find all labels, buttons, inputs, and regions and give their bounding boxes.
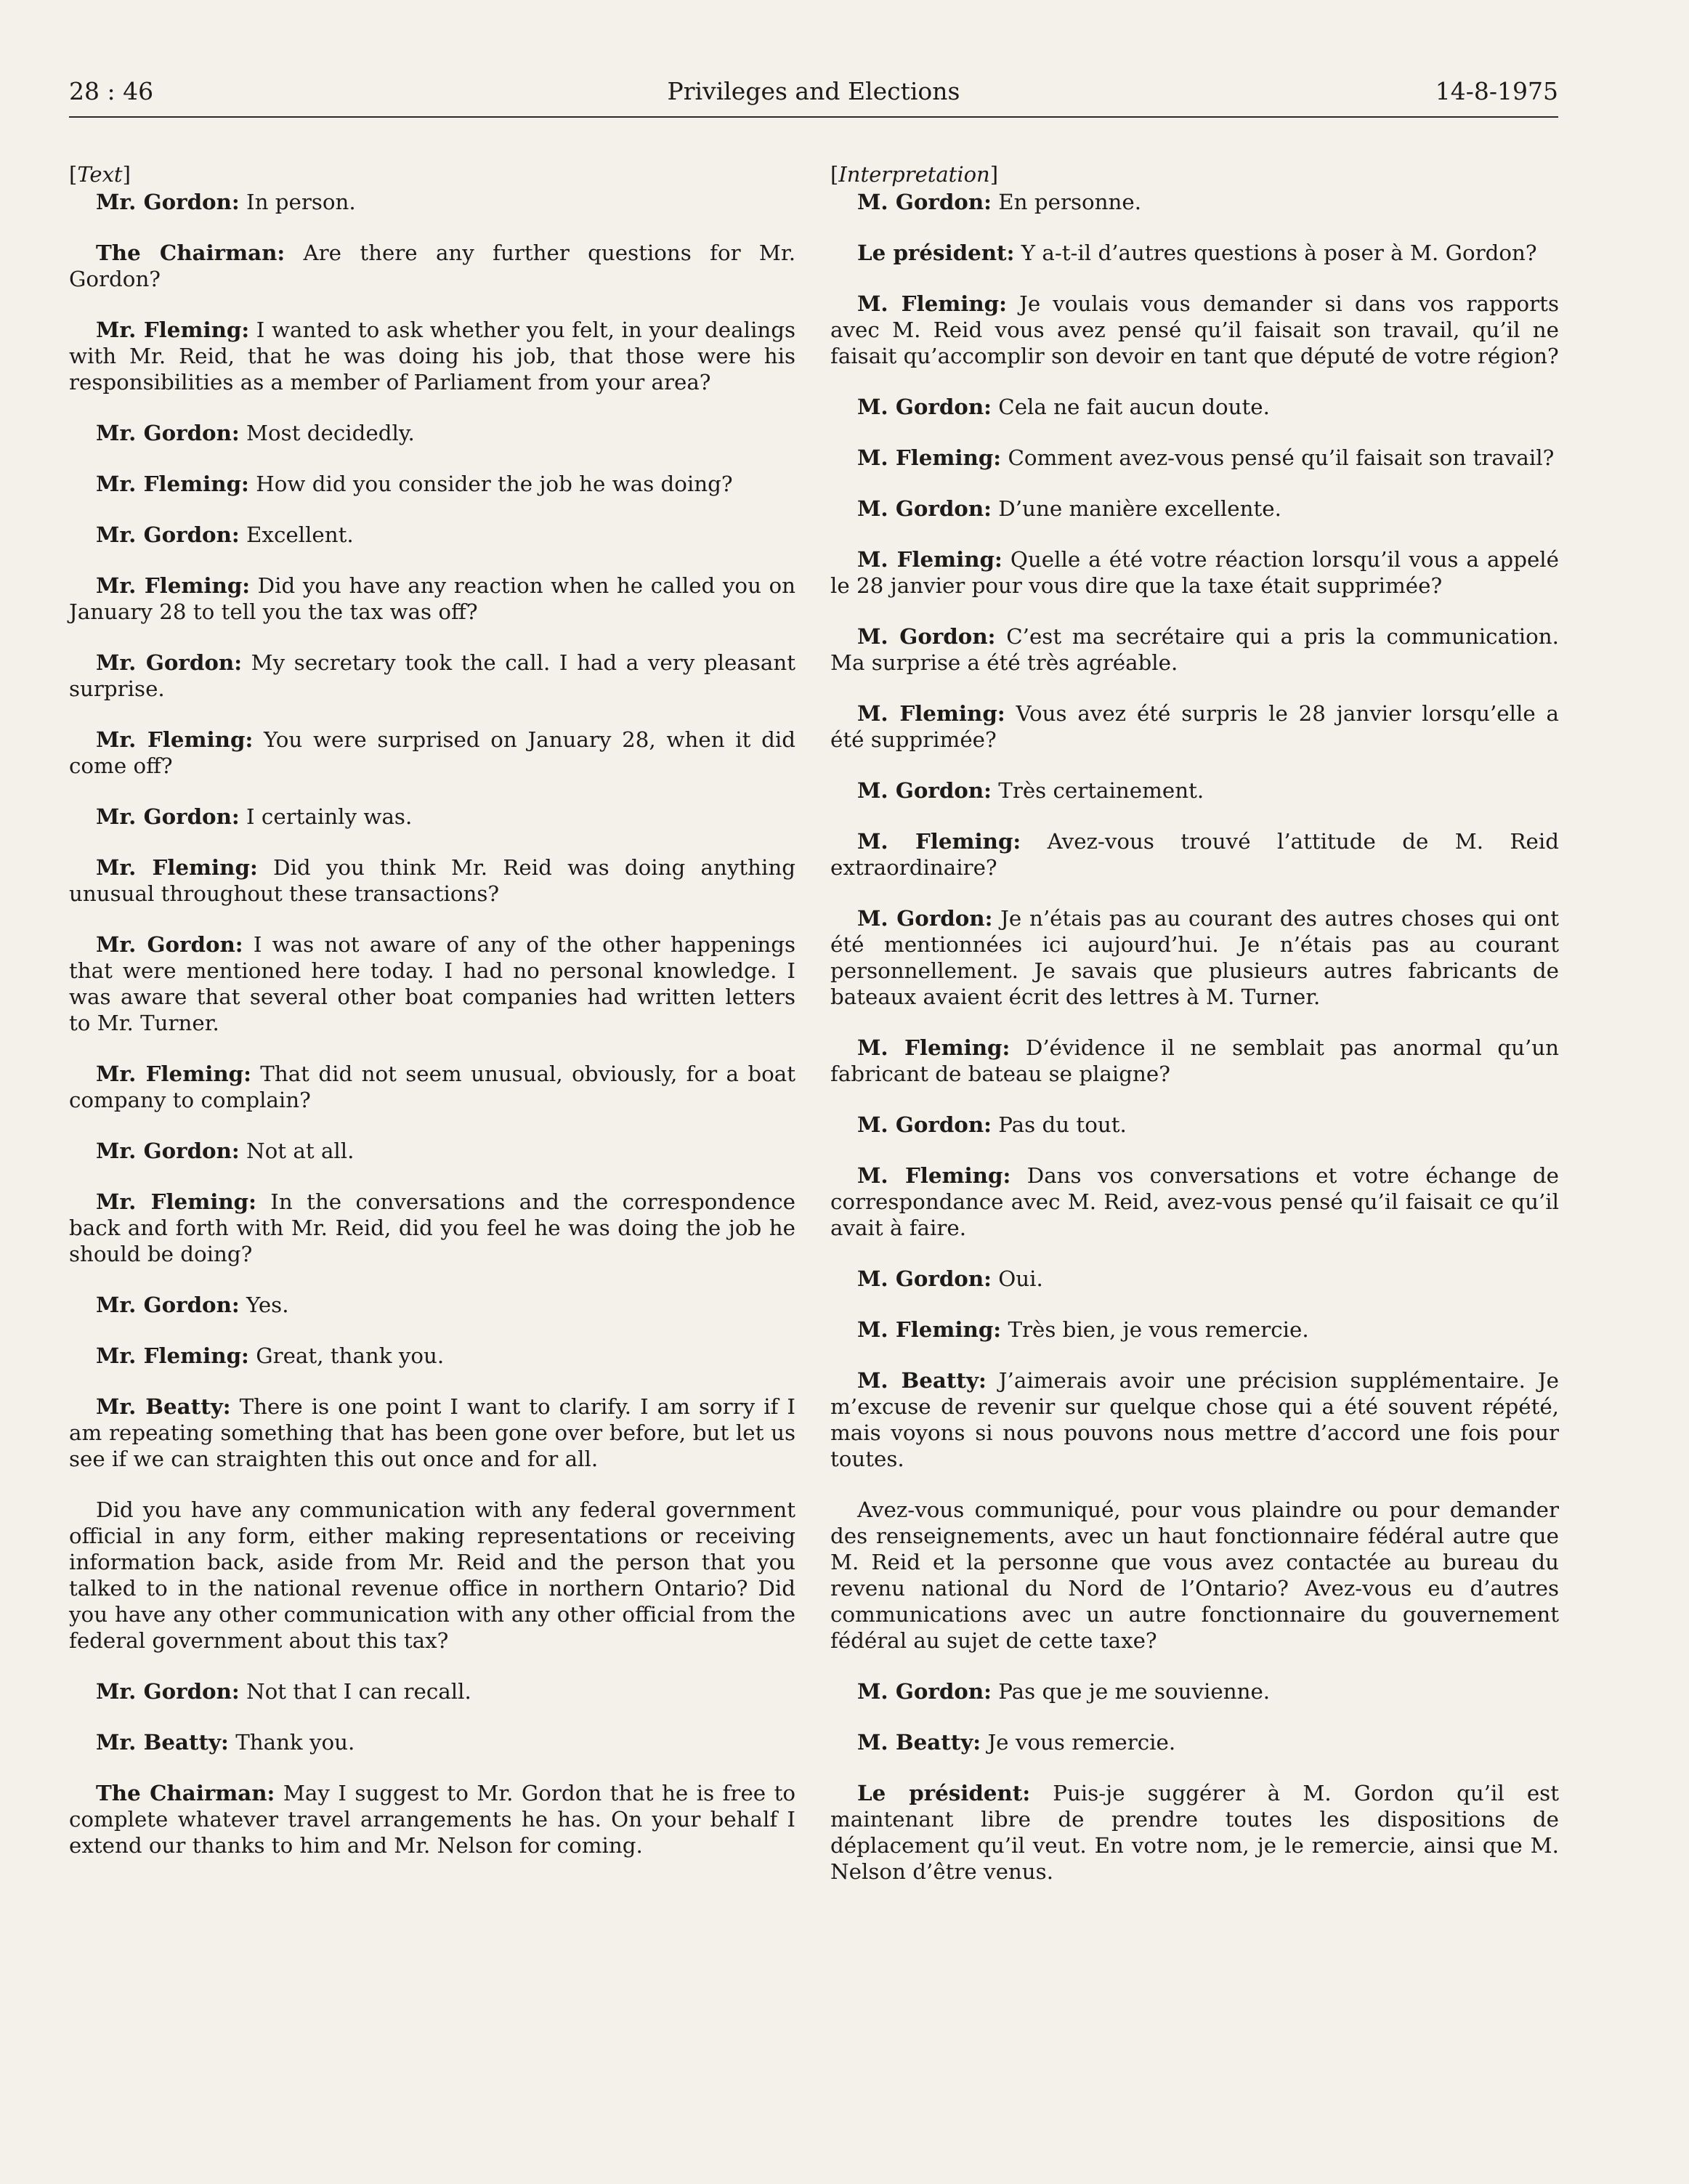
speaker-name: M. Gordon: (857, 905, 993, 931)
speech-text: Je vous remercie. (981, 1730, 1176, 1755)
speech-text: Did you think Mr. Reid was doing anything unusual throughout these transactions? (69, 855, 796, 906)
speech-text: How did you consider the job he was doing? (248, 472, 733, 496)
speaker-name: M. Beatty: (857, 1367, 987, 1393)
transcript-paragraph (830, 291, 1559, 369)
speaker-name: Mr. Fleming: (96, 727, 254, 752)
speaker-name: Le président: (857, 240, 1015, 265)
speaker-name: M. Gordon: (857, 1678, 992, 1704)
speech-text: You were surprised on January 28, when it did come off? (69, 727, 796, 778)
speaker-name: M. Fleming: (857, 828, 1021, 854)
speech-text: Vous avez été surpris le 28 janvier lorsqu’elle a été supprimée? (830, 701, 1559, 752)
speaker-name: Mr. Fleming: (96, 1061, 251, 1086)
speech-text: Avez-vous trouvé l’attitude de M. Reid extraordinaire? (830, 829, 1559, 880)
transcript-paragraph (830, 1112, 1559, 1138)
speaker-name: M. Beatty: (857, 1729, 981, 1755)
speech-text: I wanted to ask whether you felt, in your dealings with Mr. Reid, that he was doing his job, that those were his responsibilities as a member of Parliament from your area? (69, 318, 795, 395)
speech-text: Most decidedly. (239, 421, 415, 445)
speaker-name: M. Gordon: (857, 777, 992, 803)
transcript-paragraph (830, 1317, 1559, 1343)
transcript-paragraph (69, 931, 795, 1036)
speaker-name: The Chairman: (96, 1780, 275, 1805)
speech-text: D’une manière excellente. (991, 496, 1281, 521)
transcript-paragraph (830, 1729, 1559, 1755)
speech-text: Not that I can recall. (239, 1679, 471, 1704)
speaker-name: Mr. Gordon: (96, 650, 243, 675)
transcript-paragraph (69, 1138, 795, 1164)
transcript-paragraph (830, 777, 1559, 804)
speech-text: Yes. (239, 1293, 289, 1317)
transcript-paragraph (69, 420, 795, 446)
speaker-name: Mr. Fleming: (96, 317, 250, 342)
transcript-paragraph (830, 623, 1559, 676)
transcript-paragraph (830, 496, 1559, 522)
speaker-name: M. Fleming: (857, 445, 1002, 470)
transcript-paragraph (69, 1292, 795, 1318)
page-header (69, 73, 1558, 118)
english-transcript (69, 189, 795, 1859)
speaker-name: Mr. Fleming: (96, 1343, 249, 1368)
transcript-paragraph (830, 445, 1559, 471)
transcript-paragraph (69, 471, 795, 497)
transcript-paragraph (830, 1162, 1559, 1241)
speaker-name: M. Fleming: (857, 1162, 1011, 1188)
french-column (830, 161, 1559, 1909)
speech-text: Cela ne fait aucun doute. (991, 395, 1270, 419)
transcript-paragraph (69, 1678, 795, 1704)
speech-text: D’évidence il ne semblait pas anormal qu’un fabricant de bateau se plaigne? (830, 1035, 1559, 1086)
transcript-paragraph (69, 573, 795, 625)
transcript-paragraph (69, 854, 795, 907)
speech-text: In person. (239, 190, 356, 214)
speech-text: Not at all. (239, 1138, 355, 1163)
page-number: 28 : 46 (69, 77, 154, 105)
speech-text: My secretary took the call. I had a very pleasant surprise. (69, 650, 795, 701)
speaker-name: Mr. Gordon: (96, 420, 240, 445)
speech-text: Excellent. (239, 522, 354, 547)
speech-text: Très bien, je vous remercie. (1001, 1317, 1309, 1342)
transcript-paragraph (830, 1678, 1559, 1704)
speech-text: Great, thank you. (248, 1343, 445, 1368)
speaker-name: M. Gordon: (857, 394, 992, 419)
speaker-name: Mr. Gordon: (96, 189, 240, 214)
speaker-name: M. Fleming: (857, 1035, 1010, 1060)
speech-text: Are there any further questions for Mr. Gordon? (69, 240, 796, 291)
speech-text: Did you have any reaction when he called you on January 28 to tell you the tax was off? (69, 573, 795, 624)
speaker-name: The Chairman: (96, 240, 285, 265)
transcript-paragraph (830, 394, 1559, 420)
transcript-paragraph (830, 1497, 1559, 1654)
speech-text: Je voulais vous demander si dans vos rapports avec M. Reid vous avez pensé qu’il faisait son travail, qu’il ne faisait qu’accomplir son devoir en tant que député de votre région? (830, 291, 1559, 368)
speech-text: There is one point I want to clarify. I am sorry if I am repeating something that has been gone over before, but let us see if we can straighten this out once and for all. (69, 1394, 795, 1471)
speaker-name: Mr. Gordon: (96, 1678, 240, 1704)
column-tag-interpretation: [Interpretation] (830, 162, 999, 187)
speech-text: En personne. (991, 190, 1142, 214)
transcript-paragraph (69, 727, 795, 779)
speech-text: J’aimerais avoir une précision supplémentaire. Je m’excuse de revenir sur quelque chose qui a été souvent répété, mais voyons si nous pouvons nous mettre d’accord une fois pour toutes. (830, 1368, 1560, 1471)
transcript-paragraph (69, 1394, 795, 1472)
transcript-paragraph (830, 828, 1559, 881)
speech-text: Pas du tout. (991, 1112, 1127, 1137)
english-column (69, 161, 795, 1883)
speech-text: Très certainement. (991, 778, 1204, 803)
speaker-name: Mr. Fleming: (96, 573, 251, 598)
speech-text: Pas que je me souvienne. (991, 1679, 1271, 1704)
speaker-name: Mr. Fleming: (96, 1189, 256, 1214)
transcript-paragraph (830, 546, 1559, 599)
speech-text: Quelle a été votre réaction lorsqu’il vous a appelé le 28 janvier pour vous dire que la taxe était supprimée? (830, 547, 1559, 598)
speech-text: Comment avez-vous pensé qu’il faisait son travail? (1001, 445, 1555, 470)
speech-text: Avez-vous communiqué, pour vous plaindre ou pour demander des renseignements, avec un haut fonctionnaire fédéral autre que M. Reid et la personne que vous avez contactée au bureau du revenu national du Nord de l’Ontario? Avez-vous eu d’autres communications avec un autre fonctionnaire du gouvernement fédéral au sujet de cette taxe? (830, 1497, 1559, 1653)
transcript-paragraph (830, 1266, 1559, 1292)
speech-text: Thank you. (228, 1730, 355, 1755)
transcript-paragraph (69, 1189, 795, 1267)
transcript-paragraph (69, 1729, 795, 1755)
speech-text: C’est ma secrétaire qui a pris la communication. Ma surprise a été très agréable. (830, 624, 1559, 675)
speaker-name: M. Gordon: (857, 189, 992, 214)
speech-text: I certainly was. (239, 804, 413, 829)
transcript-paragraph (69, 1497, 795, 1654)
transcript-paragraph (830, 1367, 1559, 1472)
speaker-name: M. Fleming: (857, 700, 1005, 726)
transcript-paragraph (69, 650, 795, 702)
speech-text: Puis-je suggérer à M. Gordon qu’il est maintenant libre de prendre toutes les dispositions de déplacement qu’il veut. En votre nom, je le remercie, ainsi que M. Nelson d’être venus. (830, 1781, 1559, 1884)
transcript-paragraph (69, 1061, 795, 1113)
session-date: 14-8-1975 (1435, 77, 1558, 105)
speaker-name: M. Fleming: (857, 291, 1007, 316)
speaker-name: Mr. Beatty: (96, 1394, 231, 1419)
speech-text: Y a-t-il d’autres questions à poser à M. Gordon? (1014, 240, 1537, 265)
speaker-name: Mr. Gordon: (96, 522, 240, 547)
transcript-paragraph (830, 905, 1559, 1010)
speech-text: In the conversations and the correspondence back and forth with Mr. Reid, did you feel he was doing the job he should be doing? (69, 1189, 795, 1266)
speaker-name: M. Gordon: (857, 496, 992, 521)
speaker-name: Mr. Gordon: (96, 1292, 240, 1317)
speech-text: May I suggest to Mr. Gordon that he is free to complete whatever travel arrangements he has. On your behalf I extend our thanks to him and Mr. Nelson for coming. (69, 1781, 796, 1858)
transcript-paragraph (830, 240, 1559, 266)
speaker-name: Mr. Fleming: (96, 854, 258, 880)
speaker-name: Mr. Gordon: (96, 1138, 240, 1163)
transcript-paragraph (830, 1780, 1559, 1885)
speech-text: Je n’étais pas au courant des autres choses qui ont été mentionnées ici aujourd’hui. Je n’étais pas au courant personnellement. Je savais que plusieurs autres fabricants de bateaux avaient écrit des lettres à M. Turner. (830, 906, 1559, 1009)
transcript-paragraph (830, 189, 1559, 215)
speaker-name: Mr. Gordon: (96, 931, 243, 957)
speaker-name: M. Fleming: (857, 546, 1003, 572)
speaker-name: M. Gordon: (857, 1266, 992, 1291)
speaker-name: M. Fleming: (857, 1317, 1002, 1342)
speech-text: Dans vos conversations et votre échange de correspondance avec M. Reid, avez-vous pensé qu’il faisait ce qu’il avait à faire. (830, 1163, 1559, 1240)
transcript-paragraph (69, 1780, 795, 1859)
speaker-name: M. Gordon: (857, 1112, 992, 1137)
running-title: Privileges and Elections (667, 77, 960, 105)
transcript-paragraph (830, 1035, 1559, 1087)
transcript-paragraph (830, 700, 1559, 753)
speech-text: Oui. (991, 1266, 1043, 1291)
speech-text: Did you have any communication with any federal government official in any form, either making representations or receiving information back, aside from Mr. Reid and the person that you talked to in the national revenue office in northern Ontario? Did you have any other communication with any other official from the federal government about this tax? (69, 1497, 795, 1653)
transcript-paragraph (69, 317, 795, 395)
speaker-name: Mr. Beatty: (96, 1729, 229, 1755)
speaker-name: Mr. Gordon: (96, 804, 240, 829)
speech-text: I was not aware of any of the other happenings that were mentioned here today. I had no personal knowledge. I was aware that several other boat companies had written letters to Mr. Turner. (69, 932, 795, 1035)
speaker-name: Le président: (857, 1780, 1031, 1805)
french-transcript (830, 189, 1559, 1885)
transcript-paragraph (69, 189, 795, 215)
transcript-paragraph (69, 240, 795, 292)
speech-text: That did not seem unusual, obviously, for a boat company to complain? (69, 1061, 795, 1112)
column-tag-text: [Text] (69, 162, 131, 187)
speaker-name: Mr. Fleming: (96, 471, 249, 496)
transcript-paragraph (69, 522, 795, 548)
transcript-paragraph (69, 1343, 795, 1369)
speaker-name: M. Gordon: (857, 623, 996, 649)
transcript-paragraph (69, 804, 795, 830)
